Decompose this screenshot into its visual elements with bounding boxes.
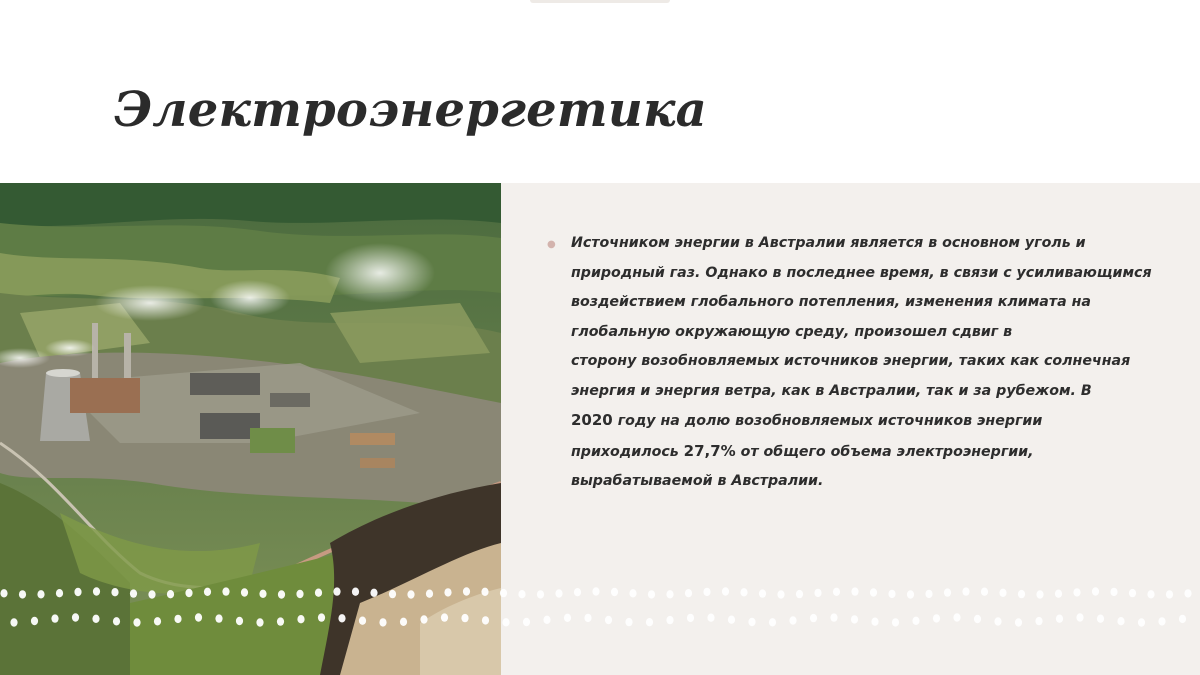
slide-title: Электроэнергетика [114, 82, 707, 138]
text-fragment: приходилось [571, 443, 684, 460]
power-station-photo [0, 183, 501, 675]
text-fragment: от общего объема электроэнергии, [735, 443, 1034, 460]
text-line: сторону возобновляемых источников энергии, таких как солнечная [571, 353, 1131, 369]
text-panel [501, 183, 1200, 675]
text-line: вырабатываемой в Австралии. [571, 473, 824, 489]
bullet-paragraph [547, 229, 1152, 497]
text-line: глобальную окружающую среду, произошел сдвиг в [571, 323, 1013, 340]
text-line [571, 437, 1147, 468]
text-line: энергия и энергия ветра, как в Австралии, так и за рубежом. В [571, 382, 1092, 399]
text-fragment: году на долю возобновляемых источников энергии [612, 413, 1043, 429]
top-decor-tab [530, 0, 670, 3]
text-line: воздействием глобального потепления, изменения климата на [571, 294, 1091, 310]
text-line: Источником энергии в Австралии является в основном уголь и [571, 235, 1086, 251]
year-value: 2020 [571, 411, 613, 429]
paragraph-text [571, 229, 1152, 497]
text-line [571, 406, 1147, 437]
text-line: природный газ. Однако в последнее время, в связи с усиливающимся [571, 264, 1152, 281]
percent-value: 27,7% [683, 441, 736, 460]
bullet-marker: ● [547, 239, 556, 250]
